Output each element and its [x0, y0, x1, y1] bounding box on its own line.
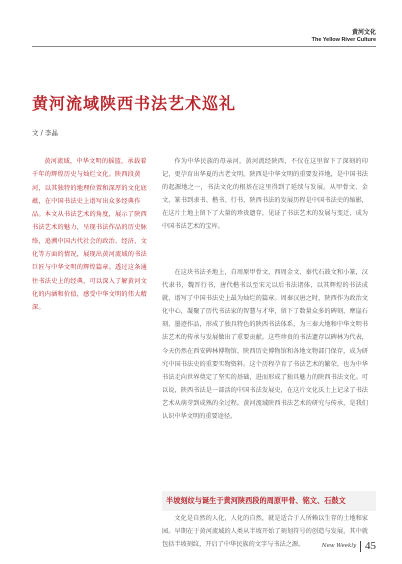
section-label-cn: 黄河文化	[351, 29, 376, 36]
article-summary	[32, 155, 149, 315]
section-heading: 半坡刻纹与诞生于黄河陕西段的周原甲骨、铭文、石鼓文	[166, 496, 346, 505]
summary-text: 黄河流域，中华文明的摇篮，承载着千年的辉煌历史与灿烂文化。陕西段黄河，以其独特的地理位置和深厚的文化底蕴，在中国书法史上谱写出众多经典作品。本文从书法艺术的角度，展示了陕西书法艺术的魅力，呈现书法作品的历史脉络，追溯中国古代社会的政治、经济、文化等方面的情况，展现出黄河流域的书法巨匠与中华文明的辉煌篇章。透过这条通往书法史上的经典，可以深入了解黄河文化的内涵和价值，感受中华文明的伟大精深。	[32, 158, 147, 312]
article-author: 文 / 李晶	[32, 129, 58, 137]
body-column-intro	[162, 155, 368, 234]
section-heading-bar	[162, 491, 376, 511]
magazine-name: New Weekly	[321, 543, 357, 549]
section-label-en: The Yellow River Culture	[311, 37, 376, 43]
article-title: 黄河流域陕西书法艺术巡礼	[32, 94, 237, 113]
page-number: 45	[365, 540, 376, 552]
body-paragraph-2: 在这块书法圣地上，自周原甲骨文、西周金文、秦代石鼓文和小篆，汉代隶书，魏晋行书，唐代楷书以至宋元以后书法诸体，以其辉煌的书法成就，谱写了中国书法史上最为灿烂的篇章。周秦汉唐之时，陕西作为政治文化中心，凝聚了历代书法家的智慧与才华，留下了数量众多的碑刻、摩崖石刻、墨迹作品，形成了独具特色的陕西书法体系，为三秦大地和中华文明书法艺术的传承与发展做出了重要贡献。这些珍贵的书法遗存以碑林为代表，今天仍然在西安碑林博物馆、陕西历史博物馆和各地文物部门保存，成为研究中国书法史的重要实物资料。这个历程孕育了书法艺术的繁荣，也为中华书法走向世界奠定了坚实的基础，进而形成了独具魅力的陕西书法文化。可以说，陕西书法是一部活的中国书法发展史，在这片文化沃土上记录了书法艺术从萌芽到成熟的全过程。黄河流域陕西书法艺术的研究与传承，是我们认识中华文明的重要途径。	[162, 269, 368, 421]
body-column-main	[162, 266, 368, 423]
section-header	[312, 27, 376, 43]
body-paragraph-1: 作为中华民族的母亲河，黄河流经陕西，不仅在这里留下了深刻的印记，更孕育出华夏的古老文明。陕西是中华文明的重要发祥地，是中国书法的起源地之一，书法文化的根基在这里得到了延续与发展。从甲骨文、金文、篆书到隶书、楷书、行书，陕西书法的发展历程是中国书法史的缩影，在这片土地上留下了大量的珍贵遗存，见证了书法艺术的发展与变迁，成为中国书法艺术的宝库。	[162, 158, 368, 231]
footer-divider	[360, 541, 361, 552]
page-footer	[322, 540, 376, 552]
header-divider	[32, 46, 376, 47]
section-paragraph: 文化是自然的人化，人化的自然，就是适合于人所赖以生存的土地和家园。早期在于黄河流域的人类从半坡开始了刻划符号的创造与发展，其中就包括半坡刻纹，开启了中华民族的文字与书法之源。	[162, 515, 368, 549]
